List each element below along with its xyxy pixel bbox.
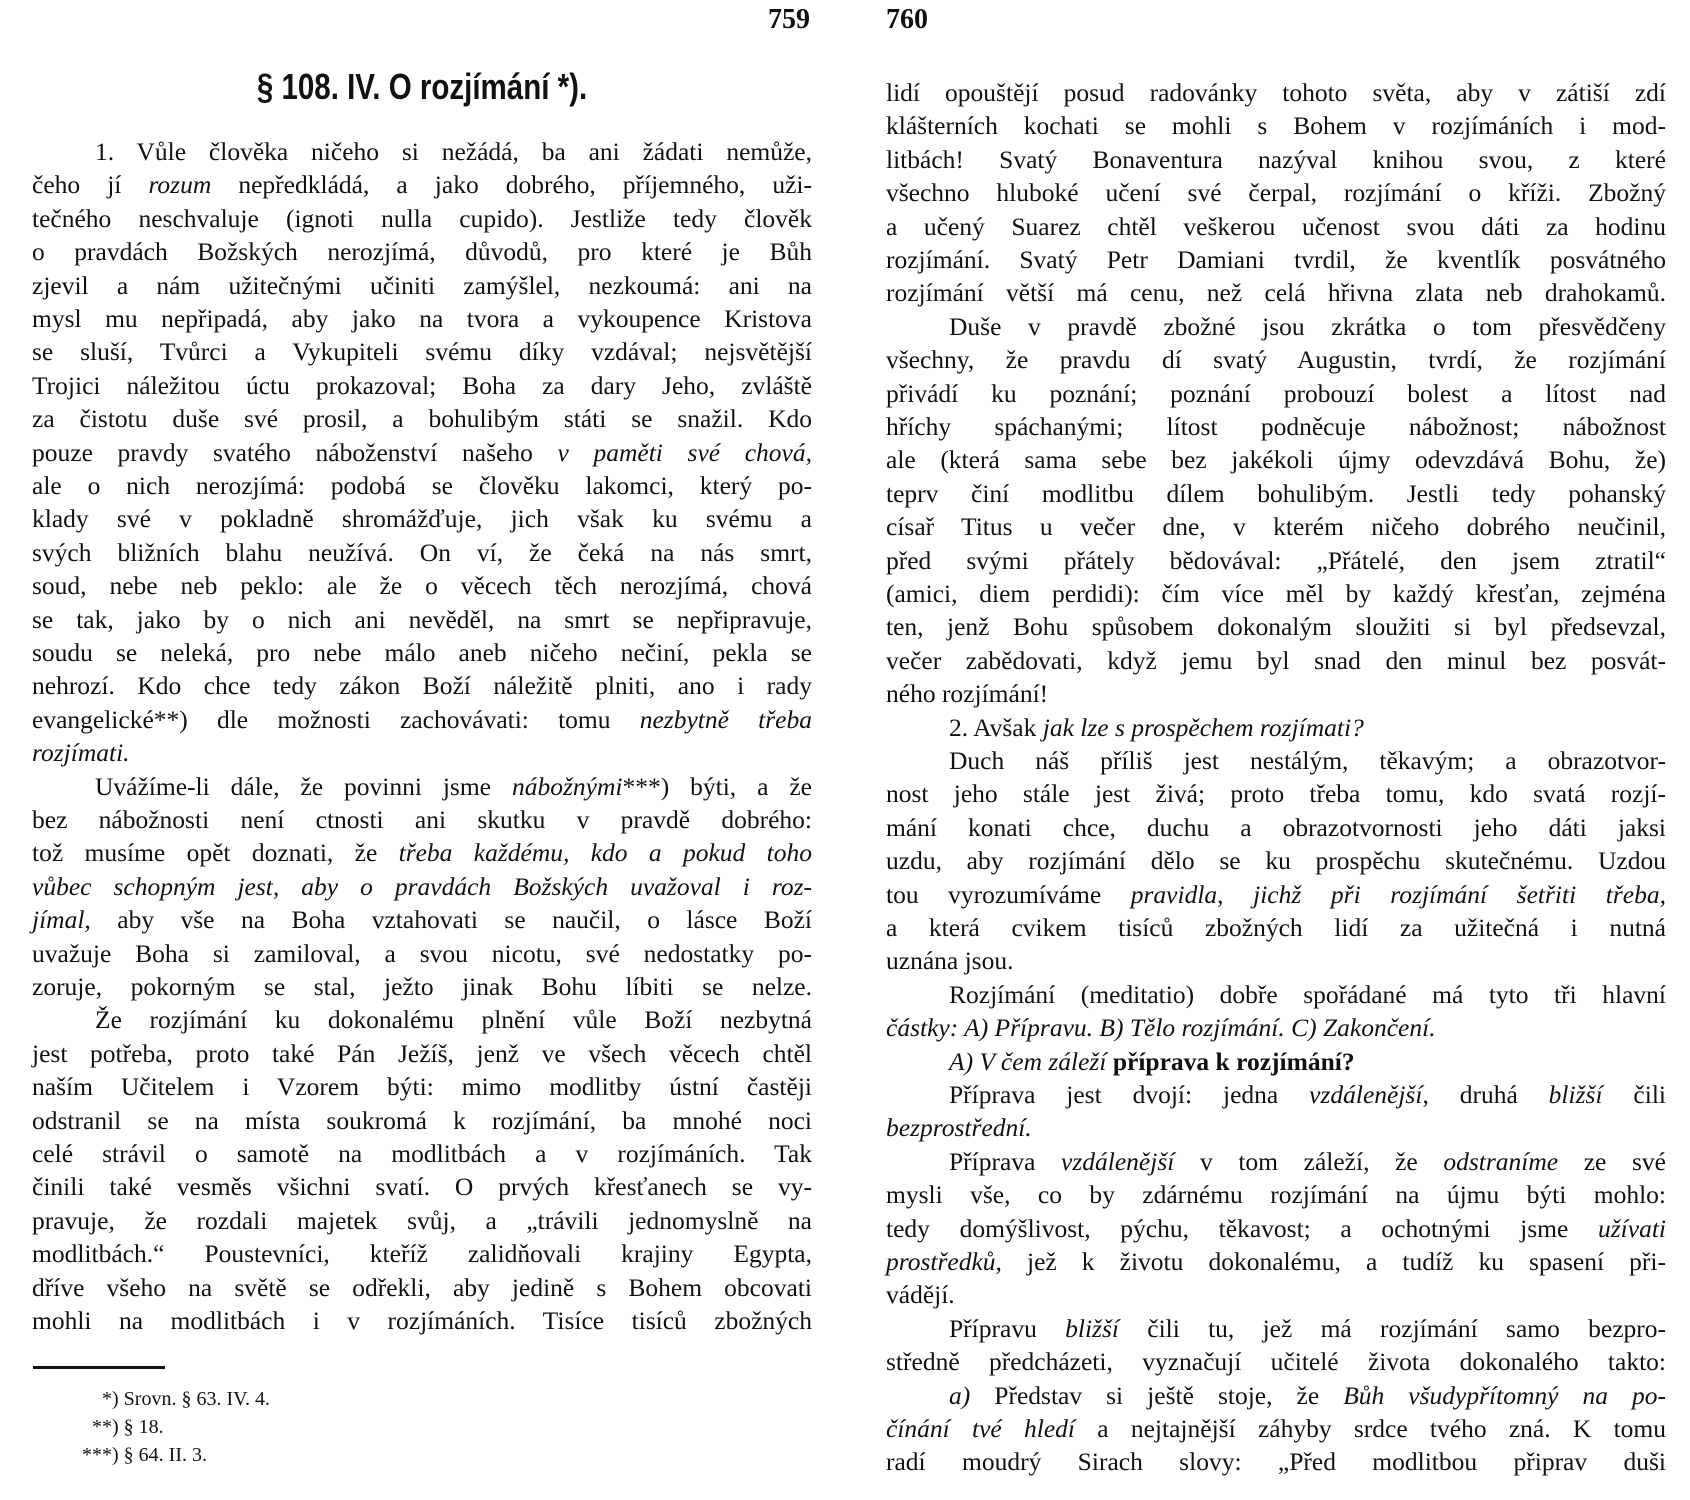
- text-line: [886, 644, 1666, 678]
- footnote-2: **) § 18.: [92, 1416, 164, 1438]
- text-line: [32, 1070, 812, 1104]
- text-line: [32, 1237, 812, 1271]
- section-title: § 108. IV. O rozjímání *).: [256, 66, 588, 107]
- text-segment: nehrozí. Kdo chce tedy zákon Boží náležitě plniti, ano i rady: [32, 671, 812, 701]
- italic-text: vzdálenější: [1061, 1146, 1175, 1176]
- text-line: [886, 1412, 1666, 1446]
- text-line: [32, 269, 812, 303]
- text-line: [886, 276, 1666, 310]
- text-segment: jež k životu dokonalému, a tudíž ku spasení při-: [1001, 1247, 1666, 1276]
- text-line: [886, 176, 1666, 210]
- text-segment: Uvážíme-li dále, že povinni jsme: [95, 771, 512, 801]
- text-line: [32, 803, 812, 837]
- text-line: [886, 1278, 1666, 1312]
- text-segment: rozjímání. Svatý Petr Damiani tvrdil, že kventlík posvátného: [886, 245, 1666, 274]
- text-line: [886, 76, 1666, 110]
- footnote-3: ***) § 64. II. 3.: [82, 1444, 207, 1466]
- text-line: [886, 443, 1666, 477]
- text-segment: a nejtajnější záhyby srdce tvého zná. K tomu: [1075, 1414, 1666, 1443]
- text-line: [886, 210, 1666, 244]
- text-segment: večer zabědovati, když jemu byl snad den minul bez posvát-: [886, 645, 1666, 675]
- text-segment: středně předcházeti, vyznačují učitelé života dokonalého takto:: [886, 1347, 1666, 1377]
- italic-text: Bůh všudypřítomný na po-: [1343, 1380, 1666, 1410]
- text-segment: Příprava jest dvojí: jedna: [949, 1080, 1310, 1109]
- text-segment: zoruje, pokorným se stal, ježto jinak Bohu líbiti se nelze.: [32, 972, 812, 1001]
- italic-text: vůbec schopným jest, aby o pravdách Božských uvažoval i roz-: [32, 871, 812, 901]
- text-line: [32, 1271, 812, 1305]
- text-line: [32, 502, 812, 536]
- italic-text: prostředků,: [886, 1247, 1002, 1276]
- text-segment: ného rozjímání!: [886, 679, 1049, 709]
- text-line: [886, 243, 1666, 277]
- italic-text: třeba každému, kdo a pokud toho: [398, 838, 812, 868]
- text-line: [886, 1312, 1666, 1346]
- text-segment: tečného neschvaluje (ignoti nulla cupido). Jestliže tedy člověk: [32, 203, 812, 233]
- text-segment: a učený Suarez chtěl veškerou učenost svou dáti za hodinu: [886, 211, 1666, 241]
- italic-text: bližší: [1548, 1080, 1603, 1109]
- text-line: [32, 335, 812, 369]
- italic-text: v paměti své chová,: [557, 437, 812, 467]
- italic-text: bezprostřední.: [886, 1113, 1032, 1143]
- text-segment: Duše v pravdě zbožné jsou zkrátka o tom přesvědčeny: [949, 311, 1666, 341]
- text-line: [32, 1104, 812, 1138]
- text-segment: odstranil se na místa soukromá k rozjímání, ba mnohé noci: [32, 1105, 812, 1135]
- text-segment: celé strávil o samotě na modlitbách a v rozjímáních. Tak: [32, 1139, 812, 1168]
- text-segment: (amici, diem perdidi): čím více měl by každý křesťan, zejména: [886, 579, 1666, 608]
- text-segment: před svými přátely bědovával: „Přátelé, den jsem ztratil“: [886, 545, 1666, 575]
- text-line: [886, 1445, 1666, 1479]
- text-segment: pouze pravdy svatého náboženství našeho: [32, 437, 558, 467]
- text-line: [32, 202, 812, 236]
- italic-text: rozum: [148, 170, 212, 200]
- text-segment: uznána jsou.: [886, 946, 1014, 976]
- text-line: [32, 636, 812, 670]
- text-segment: ale o nich nerozjímá: podobá se člověku lakomci, který po-: [32, 471, 812, 500]
- text-line: [886, 610, 1666, 644]
- text-line: [886, 343, 1666, 377]
- text-segment: Že rozjímání ku dokonalému plnění vůle Boží nezbytná: [95, 1005, 812, 1035]
- text-segment: klášterních kochati se mohli s Bohem v rozjímáních i mod-: [886, 111, 1666, 141]
- text-segment: Představ si ještě stoje, že: [970, 1380, 1344, 1410]
- text-line: [32, 870, 812, 904]
- text-line: [886, 711, 1666, 745]
- text-line: [886, 143, 1666, 177]
- bold-text: příprava k rozjímání?: [1112, 1046, 1355, 1076]
- text-line: [886, 911, 1666, 945]
- text-line: [886, 744, 1666, 778]
- text-segment: vádějí.: [886, 1280, 955, 1310]
- text-line: [32, 1304, 812, 1338]
- text-segment: lidí opouštějí posud radovánky tohoto světa, aby v zátiší zdí: [886, 78, 1666, 107]
- text-segment: ze své: [1558, 1146, 1666, 1176]
- text-segment: Rozjímání (meditatio) dobře spořádané má tyto tři hlavní: [949, 979, 1666, 1009]
- text-line: [32, 469, 812, 503]
- text-segment: ***) býti, a že: [622, 771, 813, 801]
- text-line: [886, 1111, 1666, 1145]
- text-segment: klady své v pokladně shromážďuje, jich však ku svému a: [32, 504, 812, 534]
- text-line: [32, 669, 812, 703]
- text-line: [886, 1379, 1666, 1413]
- text-segment: zjevil a nám užitečnými učiniti zamýšlel, nezkoumá: ani na: [32, 270, 812, 300]
- text-segment: čili tu, jež má rozjímání samo bezpro-: [1118, 1313, 1666, 1343]
- text-line: [886, 811, 1666, 845]
- text-segment: mohli na modlitbách i v rozjímáních. Tisíce tisíců zbožných: [32, 1306, 812, 1335]
- text-segment: se tak, jako by o nich ani nevěděl, na smrt se nepřipravuje,: [32, 604, 812, 634]
- text-segment: rozjímání větší má cenu, než celá hřivna zlata neb drahokamů.: [886, 278, 1666, 308]
- text-segment: bez nábožnosti není ctnosti ani skutku v pravdě dobrého:: [32, 805, 812, 834]
- text-segment: hříchy spáchanými; lítost podněcuje nábožnost; nábožnost: [886, 412, 1666, 441]
- italic-text: čínání tvé hledí: [886, 1414, 1075, 1443]
- text-segment: v tom záleží, že: [1174, 1146, 1444, 1176]
- text-line: [886, 878, 1666, 912]
- text-segment: soudu se neleká, pro nebe málo aneb ničeho nečiní, pekla se: [32, 638, 812, 667]
- text-line: [32, 903, 812, 937]
- text-line: [32, 569, 812, 603]
- text-line: [886, 510, 1666, 544]
- text-line: [886, 410, 1666, 444]
- text-segment: pravuje, že rozdali majetek svůj, a „trávili jednomyslně na: [32, 1205, 812, 1235]
- text-segment: litbách! Svatý Bonaventura nazýval knihou svou, z které: [886, 144, 1666, 174]
- text-segment: modlitbách.“ Poustevníci, kteříž zalidňovali krajiny Egypta,: [32, 1239, 812, 1269]
- text-segment: nost jeho stále jest živá; proto třeba tomu, kdo svatá rozjí-: [886, 779, 1666, 809]
- text-line: [886, 1011, 1666, 1045]
- text-line: [32, 436, 812, 470]
- text-line: [886, 1078, 1666, 1112]
- text-segment: nepředkládá, a jako dobrého, příjemného, uži-: [211, 170, 812, 200]
- text-segment: evangelické**) dle možnosti zachovávati: tomu: [32, 704, 640, 734]
- text-line: [886, 544, 1666, 578]
- text-line: [886, 1212, 1666, 1246]
- italic-text: vzdálenější: [1309, 1080, 1423, 1109]
- italic-text: užívati: [1598, 1213, 1666, 1243]
- text-line: [32, 1204, 812, 1238]
- text-segment: radí moudrý Sirach slovy: „Před modlitbou připrav duši: [886, 1447, 1666, 1477]
- text-segment: soud, nebe neb peklo: ale že o věcech těch nerozjímá, chová: [32, 571, 812, 601]
- text-line: [886, 1345, 1666, 1379]
- text-segment: čili: [1602, 1080, 1667, 1109]
- text-line: [32, 770, 812, 804]
- text-segment: ten, jenž Bohu spůsobem dokonalým sloužiti si byl předsevzal,: [886, 612, 1666, 642]
- italic-text: odstraníme: [1443, 1146, 1559, 1176]
- text-segment: tož musíme opět doznati, že: [32, 838, 399, 868]
- italic-text: jímal,: [32, 905, 91, 935]
- italic-text: nezbytně třeba: [639, 704, 812, 734]
- text-segment: přivádí ku poznání; poznání probouzí bolest a lítost nad: [886, 378, 1666, 408]
- text-segment: čeho jí: [32, 170, 149, 200]
- text-segment: svých bližních blahu neužívá. On ví, že čeká na nás smrt,: [32, 537, 812, 567]
- text-line: [886, 677, 1666, 711]
- text-segment: činili také vesměs všichni svatí. O prvých křesťanech se vy-: [32, 1172, 812, 1202]
- text-segment: aby vše na Boha vztahovati se naučil, o lásce Boží: [90, 905, 812, 935]
- footnote-rule: [33, 1366, 165, 1369]
- text-line: [886, 109, 1666, 143]
- text-segment: Trojici náležitou úctu prokazoval; Boha za dary Jeho, zvláště: [32, 370, 812, 400]
- text-segment: Přípravu: [949, 1313, 1066, 1343]
- text-segment: mání konati chce, duchu a obrazotvornosti jeho dáti jaksi: [886, 812, 1666, 842]
- text-line: [32, 603, 812, 637]
- text-line: [32, 369, 812, 403]
- text-segment: všechno hluboké učení své čerpal, rozjímání o kříži. Zbožný: [886, 178, 1666, 208]
- text-line: [886, 377, 1666, 411]
- text-segment: , druhá: [1422, 1080, 1549, 1109]
- text-line: [32, 1137, 812, 1171]
- text-segment: mysl mu nepřipadá, aby jako na tvora a vykoupence Kristova: [32, 304, 812, 333]
- text-line: [32, 937, 812, 971]
- page-number-right: 760: [886, 4, 928, 35]
- text-line: [32, 1037, 812, 1071]
- text-line: [32, 135, 812, 169]
- text-line: [32, 703, 812, 737]
- text-line: [32, 536, 812, 570]
- italic-text: částky: A) Přípravu. B) Tělo rozjímání. C) Zakončení.: [886, 1013, 1436, 1043]
- text-segment: ale (která sama sebe bez jakékoli újmy odevzdává Bohu, že): [886, 445, 1666, 475]
- text-line: [32, 836, 812, 870]
- text-segment: teprv činí modlitbu dílem bohulibým. Jestli tedy pohanský: [886, 478, 1666, 508]
- text-line: [32, 1003, 812, 1037]
- text-segment: se sluší, Tvůrci a Vykupiteli svému díky vzdával; nejsvětější: [32, 337, 812, 367]
- text-line: [32, 168, 812, 202]
- text-segment: naším Učitelem i Vzorem býti: mimo modlitby ústní častěji: [32, 1072, 812, 1102]
- text-segment: uzdu, aby rozjímání dělo se ku prospěchu skutečnému. Uzdou: [886, 846, 1666, 876]
- text-line: [886, 777, 1666, 811]
- text-line: [32, 736, 812, 770]
- italic-text: A) V čem záleží: [949, 1046, 1113, 1076]
- text-line: [886, 577, 1666, 611]
- page-number-left: 759: [768, 4, 810, 35]
- text-segment: 1. Vůle člověka ničeho si nežádá, ba ani žádati nemůže,: [95, 137, 812, 166]
- text-line: [886, 1145, 1666, 1179]
- text-line: [886, 1178, 1666, 1212]
- italic-text: bližší: [1065, 1313, 1119, 1343]
- italic-text: jak lze s prospěchem rozjímati?: [1042, 712, 1364, 742]
- text-segment: mysli vše, co by zdárnému rozjímání na újmu býti mohlo:: [886, 1180, 1666, 1210]
- text-segment: jest potřeba, proto také Pán Ježíš, jenž ve všech věcech chtěl: [32, 1038, 812, 1068]
- text-line: [886, 1045, 1666, 1079]
- italic-text: a): [949, 1380, 971, 1410]
- text-line: [32, 302, 812, 336]
- text-segment: císař Titus u večer dne, v kterém ničeho dobrého neučinil,: [886, 512, 1666, 542]
- text-line: [32, 402, 812, 436]
- text-line: [886, 1245, 1666, 1279]
- text-line: [886, 978, 1666, 1012]
- text-line: [886, 310, 1666, 344]
- text-segment: Duch náš příliš jest nestálým, těkavým; a obrazotvor-: [949, 746, 1666, 775]
- text-segment: 2. Avšak: [949, 712, 1043, 742]
- italic-text: nábožnými: [511, 771, 623, 801]
- text-line: [32, 970, 812, 1004]
- footnote-1: *) Srovn. § 63. IV. 4.: [102, 1388, 270, 1410]
- text-segment: Příprava: [949, 1146, 1062, 1176]
- text-segment: uvažuje Boha si zamiloval, a svou nicotu, své nedostatky po-: [32, 938, 812, 968]
- text-segment: a která cvikem tisíců zbožných lidí za užitečná i nutná: [886, 913, 1666, 942]
- text-line: [886, 944, 1666, 978]
- text-segment: tedy domýšlivost, pýchu, těkavost; a ochotnými jsme: [886, 1213, 1598, 1243]
- text-line: [32, 235, 812, 269]
- text-line: [886, 844, 1666, 878]
- text-segment: tou vyrozumíváme: [886, 879, 1131, 909]
- text-segment: o pravdách Božských nerozjímá, důvodů, pro které je Bůh: [32, 237, 812, 267]
- text-line: [886, 477, 1666, 511]
- italic-text: rozjímati.: [32, 738, 130, 768]
- italic-text: pravidla, jichž při rozjímání šetřiti třeba,: [1130, 879, 1666, 909]
- text-line: [32, 1170, 812, 1204]
- text-segment: všechny, že pravdu dí svatý Augustin, tvrdí, že rozjímání: [886, 345, 1666, 375]
- text-segment: dříve všeho na světě se odřekli, aby jedině s Bohem obcovati: [32, 1272, 812, 1302]
- text-segment: za čistotu duše své prosil, a bohulibým státi se snažil. Kdo: [32, 404, 812, 434]
